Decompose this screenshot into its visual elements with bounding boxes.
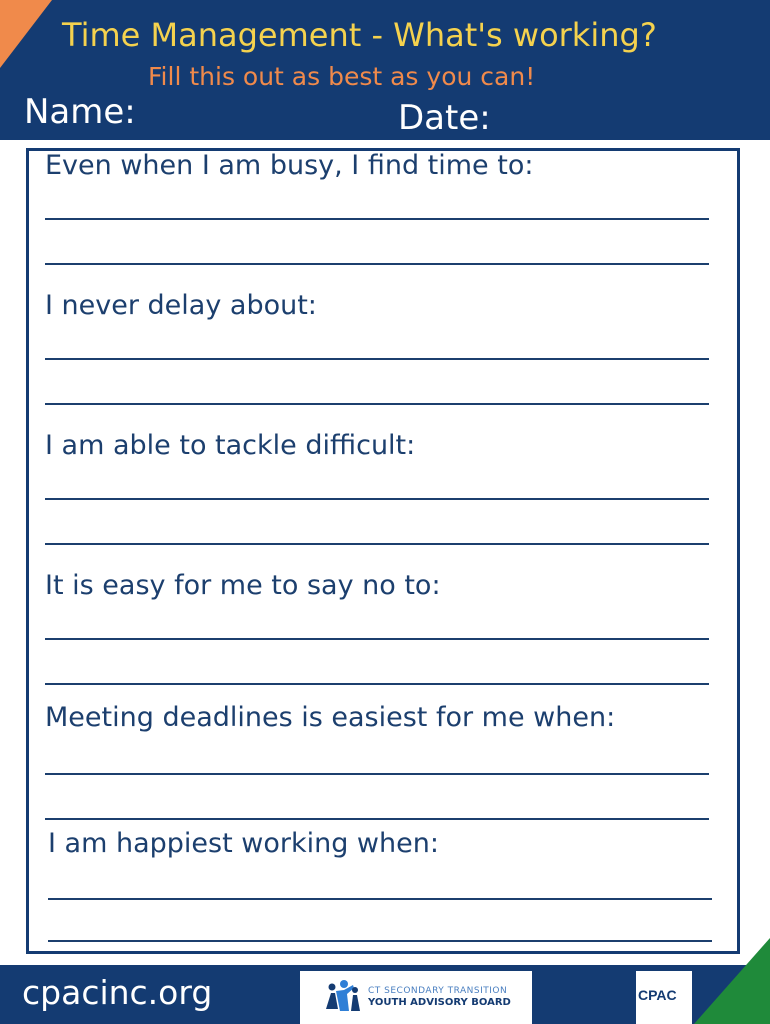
answer-line[interactable] xyxy=(45,218,709,220)
page-title: Time Management - What's working? xyxy=(62,16,657,54)
green-corner-decoration xyxy=(694,938,770,1024)
answer-line[interactable] xyxy=(48,898,712,900)
answer-line[interactable] xyxy=(45,358,709,360)
prompt-6: I am happiest working when: xyxy=(48,828,439,859)
youth-advisory-board-logo xyxy=(300,971,532,1024)
prompt-5: Meeting deadlines is easiest for me when: xyxy=(45,702,616,733)
cpac-logo-text: CPAC xyxy=(638,987,677,1003)
answer-line[interactable] xyxy=(45,773,709,775)
page-subtitle: Fill this out as best as you can! xyxy=(148,62,536,91)
answer-line[interactable] xyxy=(45,638,709,640)
answer-line[interactable] xyxy=(45,403,709,405)
answer-line[interactable] xyxy=(45,498,709,500)
prompt-2: I never delay about: xyxy=(45,290,317,321)
answer-line[interactable] xyxy=(45,263,709,265)
orange-corner-decoration xyxy=(0,0,52,68)
footer xyxy=(0,965,770,1024)
answer-line[interactable] xyxy=(45,818,709,820)
advisory-board-line-2: YOUTH ADVISORY BOARD xyxy=(368,997,511,1008)
date-label: Date: xyxy=(398,98,491,138)
people-icon xyxy=(322,979,362,1013)
worksheet-area xyxy=(0,140,770,965)
prompt-1: Even when I am busy, I find time to: xyxy=(45,150,534,181)
site-url[interactable]: cpacinc.org xyxy=(22,973,213,1012)
prompt-4: It is easy for me to say no to: xyxy=(45,570,441,601)
advisory-board-line-1: CT SECONDARY TRANSITION xyxy=(368,986,508,996)
answer-line[interactable] xyxy=(48,940,712,942)
cpac-logo xyxy=(636,971,692,1024)
answer-line[interactable] xyxy=(45,683,709,685)
name-label: Name: xyxy=(24,92,136,132)
answer-line[interactable] xyxy=(45,543,709,545)
prompt-3: I am able to tackle difficult: xyxy=(45,430,416,461)
